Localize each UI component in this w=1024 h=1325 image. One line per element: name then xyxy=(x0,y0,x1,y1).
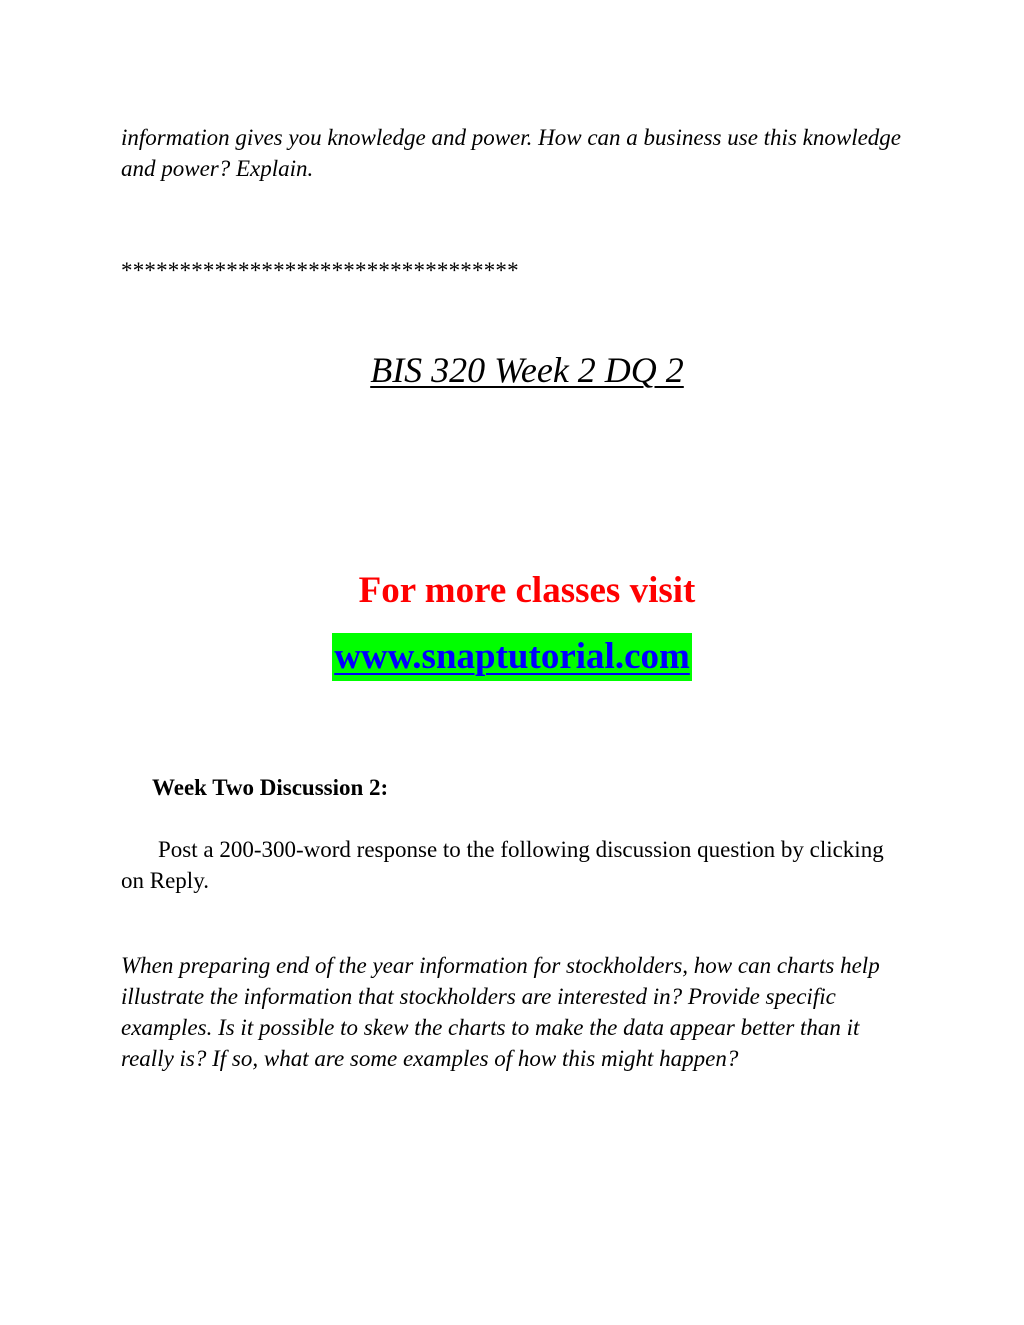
promo-link-row xyxy=(0,633,1024,681)
intro-paragraph: information gives you knowledge and power. How can a business use this knowledge and power? Explain. xyxy=(121,125,902,181)
promo-text: For more classes visit xyxy=(358,570,696,611)
course-title: BIS 320 Week 2 DQ 2 xyxy=(370,350,684,390)
separator-line: ********************************** xyxy=(121,258,519,283)
section-heading: Week Two Discussion 2: xyxy=(152,775,389,800)
instruction-paragraph: Post a 200-300-word response to the following discussion question by clicking on Reply. xyxy=(121,837,884,893)
snaptutorial-link[interactable]: www.snaptutorial.com xyxy=(332,633,692,681)
discussion-question: When preparing end of the year information for stockholders, how can charts help illustrate the information that stockholders are interested in? Provide specific examples. Is it possible to skew the charts to make the data appear better than it really is? If so, what are some examples of how this might happen? xyxy=(121,953,880,1071)
